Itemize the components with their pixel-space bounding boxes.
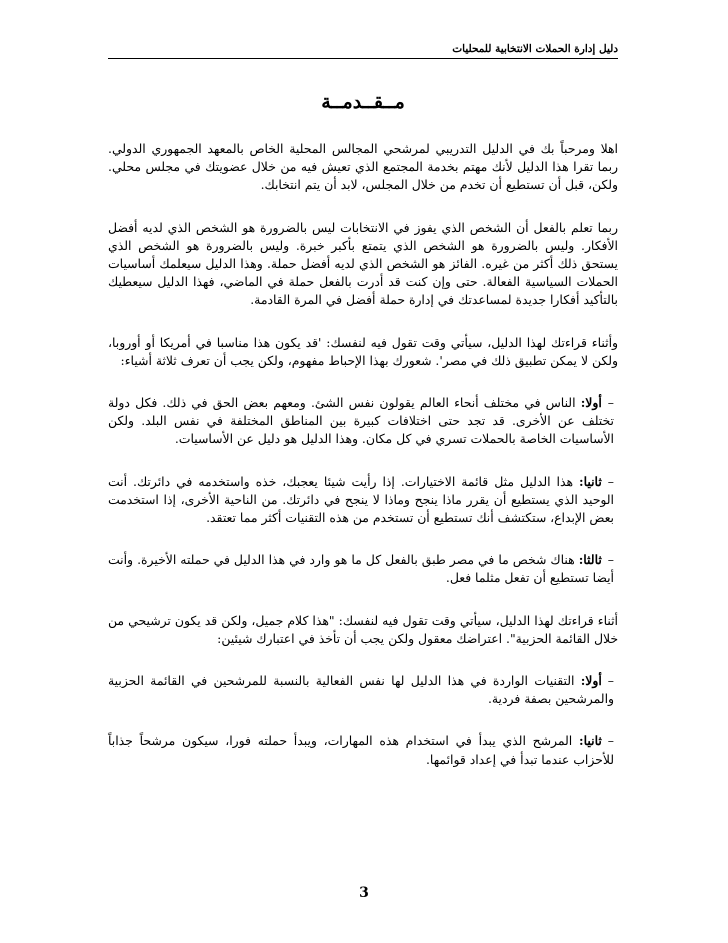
list-item-label: ثالثا: <box>578 552 602 568</box>
list-dash: – <box>607 473 614 489</box>
list-item <box>108 672 618 708</box>
list-dash: – <box>607 552 614 568</box>
list-item-label: ثانيا: <box>579 473 602 489</box>
list-item-text: الناس في مختلف أنحاء العالم يقولون نفس الشئ. ومعهم بعض الحق في ذلك. فكل دولة تختلف عن الأخرى. قد تجد حتى اختلافات كبيرة بين المناطق المختلفة في نفس البلد. ولكن الأساسيات الخاصة بالحملات تسري في كل مكان. وهذا الدليل هو دليل عن الأساسيات. <box>108 395 614 447</box>
list-dash: – <box>607 673 614 689</box>
objection-paragraph: وأثناء قراءتك لهذا الدليل، سيأتي وقت تقول فيه لنفسك: 'قد يكون هذا مناسبا في أمريكا أو أوروبا، ولكن لا يمكن تطبيق ذلك في مصر'. شعورك بهذا الإحباط مفهوم، ولكن يجب أن تعرف ثلاثة أشياء: <box>108 334 618 368</box>
list-dash: – <box>607 733 614 749</box>
page-number: 3 <box>359 885 369 901</box>
body-content <box>108 140 618 793</box>
intro-paragraph: اهلا ومرحباً بك في الدليل التدريبي لمرشحي المجالس المحلية الخاص بالمعهد الجمهوري الدولي. ربما تقرا هذا الدليل لأنك مهتم بخدمة المجتمع الذي تعيش فيه من خلال عضويتك في مجلس محلي. ولكن، قبل أن تستطيع أن تخدم من خلال المجلس، لابد أن يتم انتخابك. <box>108 141 618 193</box>
list-item-label: أولا: <box>580 395 602 411</box>
party-list-paragraph: أثناء قراءتك لهذا الدليل، سيأتي وقت تقول فيه لنفسك: "هذا كلام جميل، ولكن قد يكون ترشيحي من خلال القائمة الحزبية". اعتراضك معقول ولكن يجب أن تأخذ في اعتبارك شيئين: <box>108 612 618 646</box>
campaign-paragraph: ربما تعلم بالفعل أن الشخص الذي يفوز في الانتخابات ليس بالضرورة هو الشخص الذي لديه أفضل الأفكار. وليس بالضرورة هو الشخص الذي يتمتع بأكبر خبرة. وليس بالضرورة هو الشخص الذي يستحق ذلك أكثر من غيره. الفائز هو الشخص الذي لديه أفضل حملة. وهذا الدليل سيعلمك أساسيات الحملات السياسية الفعالة. حتى وإن كنت قد أدرت بالفعل حملة في الماضي، فهذا الدليل سيعطيك بالتأكيد أفكارا جديدة لمساعدتك في إدارة حملة أفضل في المرة القادمة. <box>108 219 618 308</box>
list-item-text: التقنيات الواردة في هذا الدليل لها نفس الفعالية بالنسبة للمرشحين في القائمة الحزبية والمرشحين بصفة فردية. <box>108 673 614 707</box>
page-title: مــقــدمــة <box>321 91 405 113</box>
list-item <box>108 732 618 768</box>
list-item <box>108 394 618 449</box>
list-item-label: أولا: <box>580 673 602 689</box>
list-dash: – <box>607 395 614 411</box>
list-item-text: هناك شخص ما في مصر طبق بالفعل كل ما هو وارد في هذا الدليل في حملته الأخيرة. وأنت أيضا تستطيع أن تفعل مثلما فعل. <box>108 552 614 586</box>
list-item-text: هذا الدليل مثل قائمة الاختيارات. إذا رأيت شيئا يعجبك، خذه واستخدمه في دائرتك. أنت الوحيد الذي يستطيع أن يقرر ماذا ينجح وماذا لا ينجح في دائرتك. من الناحية الأخرى، إذا استخدمت بعض الإبداع، ستكتشف أنك تستطيع أن تستخدم من هذه التقنيات أكثر مما تعتقد. <box>108 473 614 526</box>
list-item <box>108 473 618 528</box>
list-item-label: ثانيا: <box>579 733 602 749</box>
list-item-text: المرشح الذي يبدأ في استخدام هذه المهارات، ويبدأ حملته فورا، سيكون مرشحاً جذاباً للأحزاب عندما تبدأ في إعداد قوائمها. <box>108 733 614 767</box>
running-header: دليل إدارة الحملات الانتخابية للمحليات <box>108 43 618 59</box>
list-item <box>108 551 618 587</box>
